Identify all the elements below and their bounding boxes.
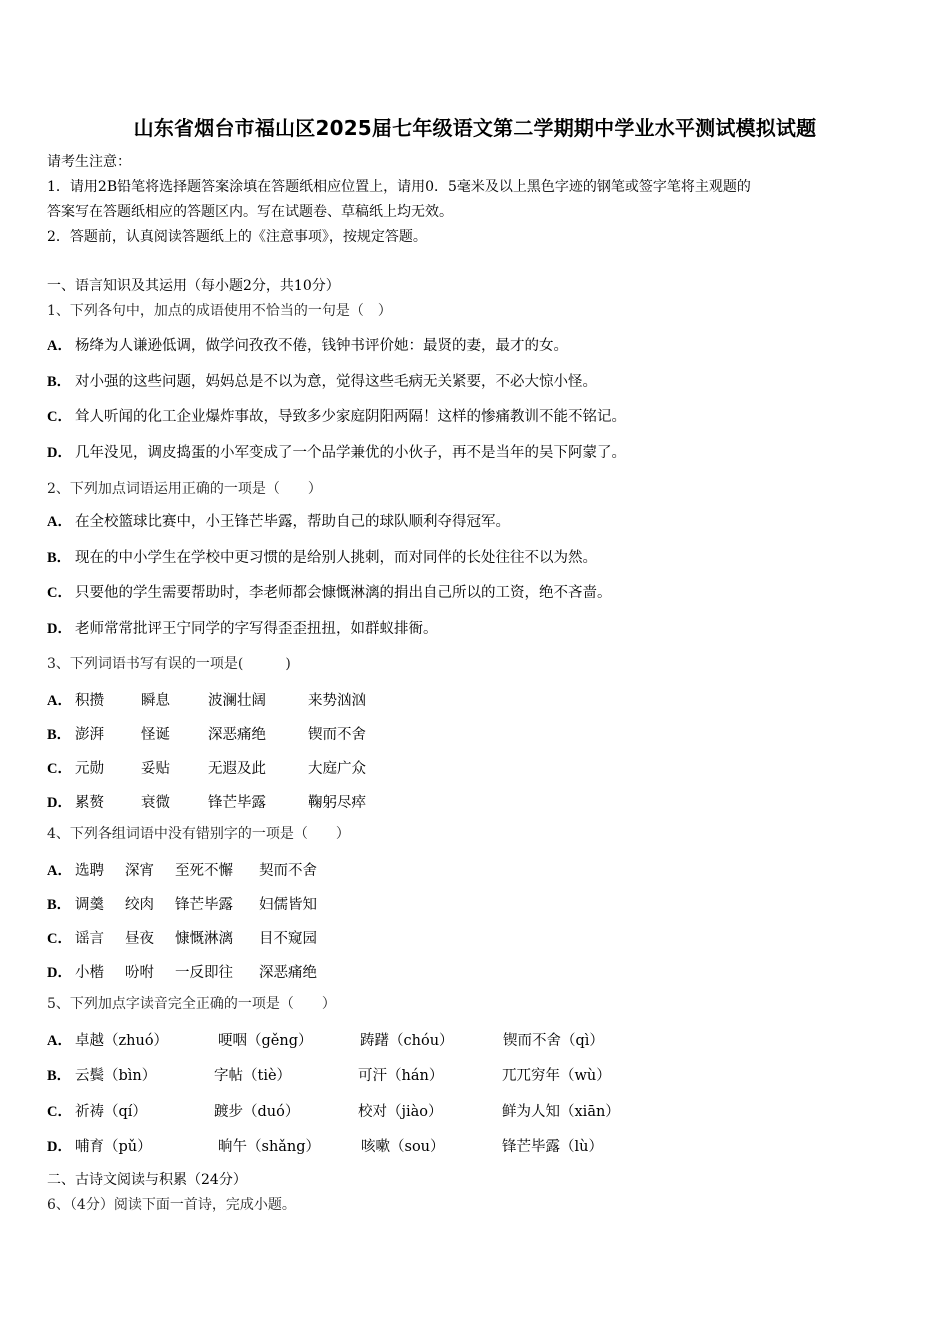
word: 锋芒毕露	[175, 897, 233, 913]
option-text: 对小强的这些问题，妈妈总是不以为意，觉得这些毛病无关紧要，不必大惊小怪。	[75, 374, 597, 390]
option-label: C．	[47, 761, 72, 777]
word: 一反即往	[175, 965, 233, 981]
option-text: 只要他的学生需要帮助时，李老师都会慷慨淋漓的捐出自己所以的工资，绝不吝啬。	[75, 585, 612, 601]
word: 怪诞	[141, 727, 170, 743]
option-text: 老师常常批评王宁同学的字写得歪歪扭扭，如群蚁排衙。	[75, 621, 438, 637]
word: 锲而不舍	[308, 727, 366, 743]
word: 踌躇（chóu）	[360, 1033, 454, 1049]
word: 鞠躬尽瘁	[308, 795, 366, 811]
word: 祈祷（qí）	[75, 1104, 147, 1120]
option-label: A．	[47, 1033, 72, 1049]
option-label: B．	[47, 897, 72, 913]
question-5-stem: 5、下列加点字读音完全正确的一项是（ ）	[47, 996, 336, 1012]
word: 哺育（pǔ）	[75, 1139, 152, 1155]
option-label: A．	[47, 338, 72, 354]
option-label: D．	[47, 965, 72, 981]
word: 妥贴	[141, 761, 170, 777]
option-label: A．	[47, 514, 72, 530]
word: 锲而不舍（qì）	[503, 1033, 604, 1049]
word: 累赘	[75, 795, 104, 811]
question-2-stem: 2、下列加点词语运用正确的一项是（ ）	[47, 481, 322, 497]
question-6-stem: 6、（4分）阅读下面一首诗，完成小题。	[47, 1197, 296, 1213]
word: 深宵	[125, 863, 154, 879]
question-4-stem: 4、下列各组词语中没有错别字的一项是（ ）	[47, 826, 350, 842]
option-label: D．	[47, 621, 72, 637]
word: 可汗（hán）	[358, 1068, 444, 1084]
question-2-option-b	[47, 549, 597, 567]
option-label: B．	[47, 374, 72, 390]
option-label: B．	[47, 727, 72, 743]
question-1-option-d	[47, 444, 626, 462]
word: 鲜为人知（xiān）	[502, 1104, 620, 1120]
word: 澎湃	[75, 727, 104, 743]
notice-line-2: 答案写在答题纸相应的答题区内。写在试题卷、草稿纸上均无效。	[47, 204, 453, 220]
option-text: 杨绛为人谦逊低调，做学问孜孜不倦，钱钟书评价她：最贤的妻，最才的女。	[75, 338, 568, 354]
question-1-option-a	[47, 337, 568, 355]
word: 妇儒皆知	[259, 897, 317, 913]
word: 大庭广众	[308, 761, 366, 777]
option-label: A．	[47, 863, 72, 879]
word: 兀兀穷年（wù）	[502, 1068, 611, 1084]
option-text: 耸人听闻的化工企业爆炸事故，导致多少家庭阴阳两隔！这样的惨痛教训不能不铭记。	[75, 409, 626, 425]
notice-line-3: 2．答题前，认真阅读答题纸上的《注意事项》，按规定答题。	[47, 229, 427, 245]
question-2-option-d	[47, 620, 438, 638]
word: 卓越（zhuó）	[75, 1033, 169, 1049]
word: 小楷	[75, 965, 104, 981]
option-label: D．	[47, 795, 72, 811]
question-2-option-a	[47, 513, 510, 531]
word: 锋芒毕露	[208, 795, 266, 811]
word: 哽咽（gěng）	[218, 1033, 313, 1049]
notice-heading: 请考生注意：	[47, 154, 131, 170]
question-3-stem: 3、下列词语书写有误的一项是( )	[47, 656, 291, 672]
option-text: 在全校篮球比赛中，小王锋芒毕露，帮助自己的球队顺利夺得冠军。	[75, 514, 510, 530]
word: 深恶痛绝	[259, 965, 317, 981]
word: 契而不舍	[259, 863, 317, 879]
word: 衰微	[141, 795, 170, 811]
word: 晌午（shǎng）	[218, 1139, 321, 1155]
option-label: A．	[47, 693, 72, 709]
question-1-option-b	[47, 373, 597, 391]
option-label: C．	[47, 1104, 72, 1120]
word: 元勋	[75, 761, 104, 777]
option-label: B．	[47, 550, 72, 566]
word: 深恶痛绝	[208, 727, 266, 743]
question-1-stem: 1、下列各句中，加点的成语使用不恰当的一句是（ ）	[47, 303, 392, 319]
option-text: 几年没见，调皮捣蛋的小军变成了一个品学兼优的小伙子，再不是当年的吴下阿蒙了。	[75, 445, 626, 461]
word: 积攒	[75, 693, 104, 709]
word: 云鬓（bìn）	[75, 1068, 157, 1084]
option-label: B．	[47, 1068, 72, 1084]
word: 锋芒毕露（lù）	[502, 1139, 603, 1155]
option-label: C．	[47, 585, 72, 601]
question-1-option-c	[47, 408, 626, 426]
option-label: C．	[47, 931, 72, 947]
word: 昼夜	[125, 931, 154, 947]
option-text: 现在的中小学生在学校中更习惯的是给别人挑刺，而对同伴的长处往往不以为然。	[75, 550, 597, 566]
word: 无遐及此	[208, 761, 266, 777]
option-label: D．	[47, 1139, 72, 1155]
word: 字帖（tiè）	[214, 1068, 292, 1084]
page-title: 山东省烟台市福山区2025届七年级语文第二学期期中学业水平测试模拟试题	[133, 116, 817, 140]
word: 至死不懈	[175, 863, 233, 879]
word: 校对（jiào）	[358, 1104, 443, 1120]
word: 踱步（duó）	[214, 1104, 300, 1120]
section-2-heading: 二、古诗文阅读与积累（24分）	[47, 1172, 247, 1188]
word: 吩咐	[125, 965, 154, 981]
word: 调羹	[75, 897, 104, 913]
word: 选聘	[75, 863, 104, 879]
word: 慷慨淋漓	[175, 931, 233, 947]
word: 绞肉	[125, 897, 154, 913]
question-2-option-c	[47, 584, 612, 602]
option-label: C．	[47, 409, 72, 425]
option-label: D．	[47, 445, 72, 461]
section-1-heading: 一、语言知识及其运用（每小题2分，共10分）	[47, 278, 340, 294]
word: 咳嗽（sou）	[361, 1139, 445, 1155]
notice-line-1: 1．请用2B铅笔将选择题答案涂填在答题纸相应位置上，请用0．5毫米及以上黑色字迹的钢笔或签字笔将主观题的	[47, 179, 751, 195]
word: 波澜壮阔	[208, 693, 266, 709]
word: 谣言	[75, 931, 104, 947]
word: 来势汹汹	[308, 693, 366, 709]
word: 目不窥园	[259, 931, 317, 947]
word: 瞬息	[141, 693, 170, 709]
